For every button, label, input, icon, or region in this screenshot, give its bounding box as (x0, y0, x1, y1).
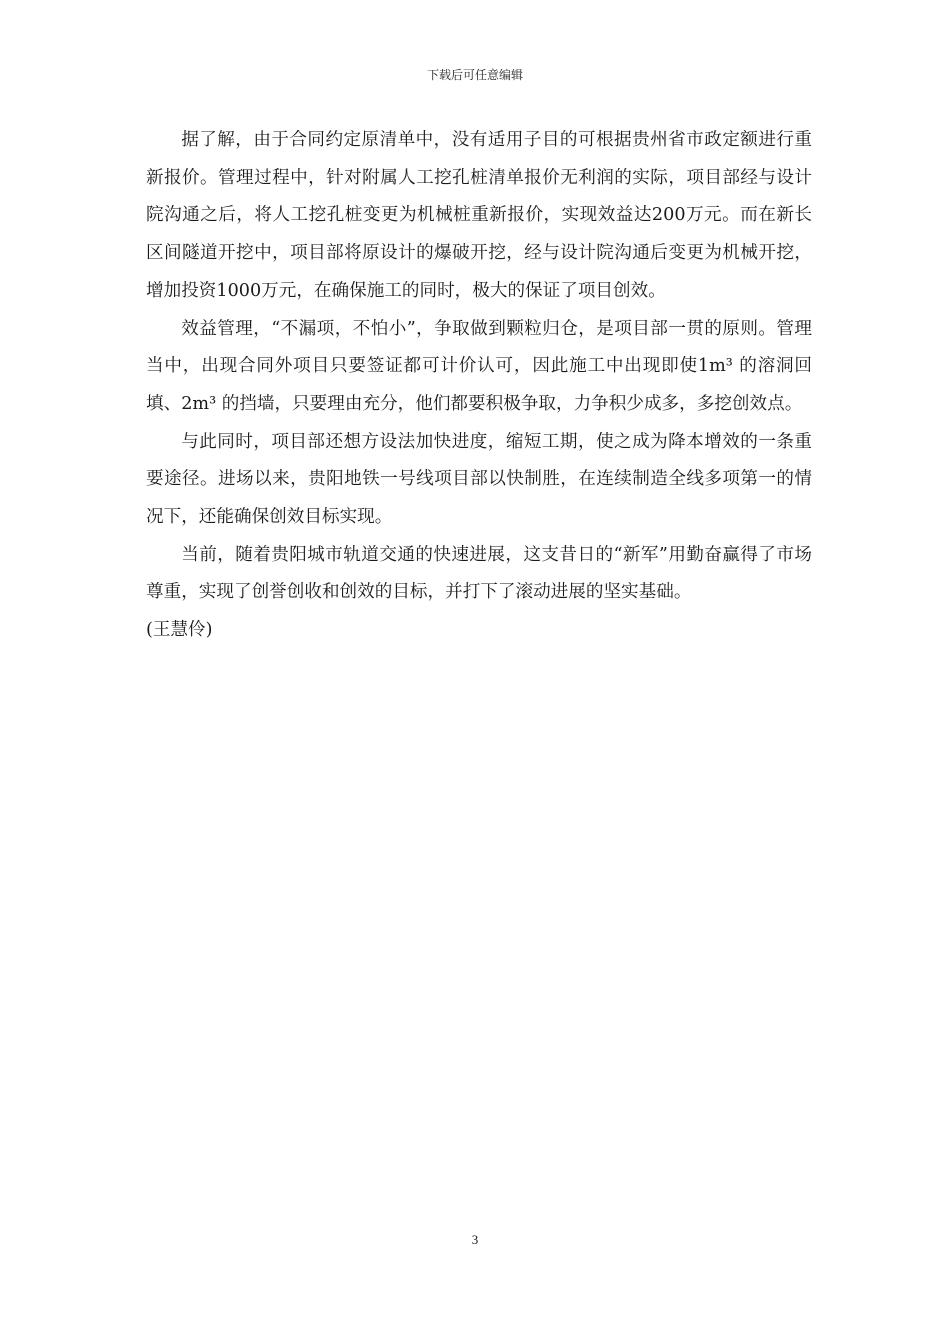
paragraph: 与此同时，项目部还想方设法加快进度，缩短工期，使之成为降本增效的一条重要途径。进场以来，贵阳地铁一号线项目部以快制胜，在连续制造全线多项第一的情况下，还能确保创效目标实现。 (146, 431, 812, 528)
document-body (146, 122, 812, 650)
author-credit: (王慧伶) (146, 620, 213, 641)
paragraph: 效益管理，“不漏项，不怕小”，争取做到颗粒归仓，是项目部一贯的原则。管理当中，出现合同外项目只要签证都可计价认可，因此施工中出现即使1m³ 的溶洞回填、2m³ 的挡墙，只要理由充分，他们都要积极争取，力争积少成多，多挖创效点。 (146, 318, 812, 414)
page-header: 下载后可任意编辑 (426, 68, 523, 82)
paragraph: 据了解，由于合同约定原清单中，没有适用子目的可根据贵州省市政定额进行重新报价。管理过程中，针对附属人工挖孔桩清单报价无利润的实际，项目部经与设计院沟通之后，将人工挖孔桩变更为机械桩重新报价，实现效益达200万元。而在新长区间隧道开挖中，项目部将原设计的爆破开挖，经与设计院沟通后变更为机械开挖，增加投资1000万元，在确保施工的同时，极大的保证了项目创效。 (146, 130, 812, 301)
paragraph: 当前，随着贵阳城市轨道交通的快速进展，这支昔日的“新军”用勤奋赢得了市场尊重，实现了创誉创收和创效的目标，并打下了滚动进展的坚实基础。 (146, 544, 812, 603)
page-number: 3 (471, 1232, 479, 1247)
